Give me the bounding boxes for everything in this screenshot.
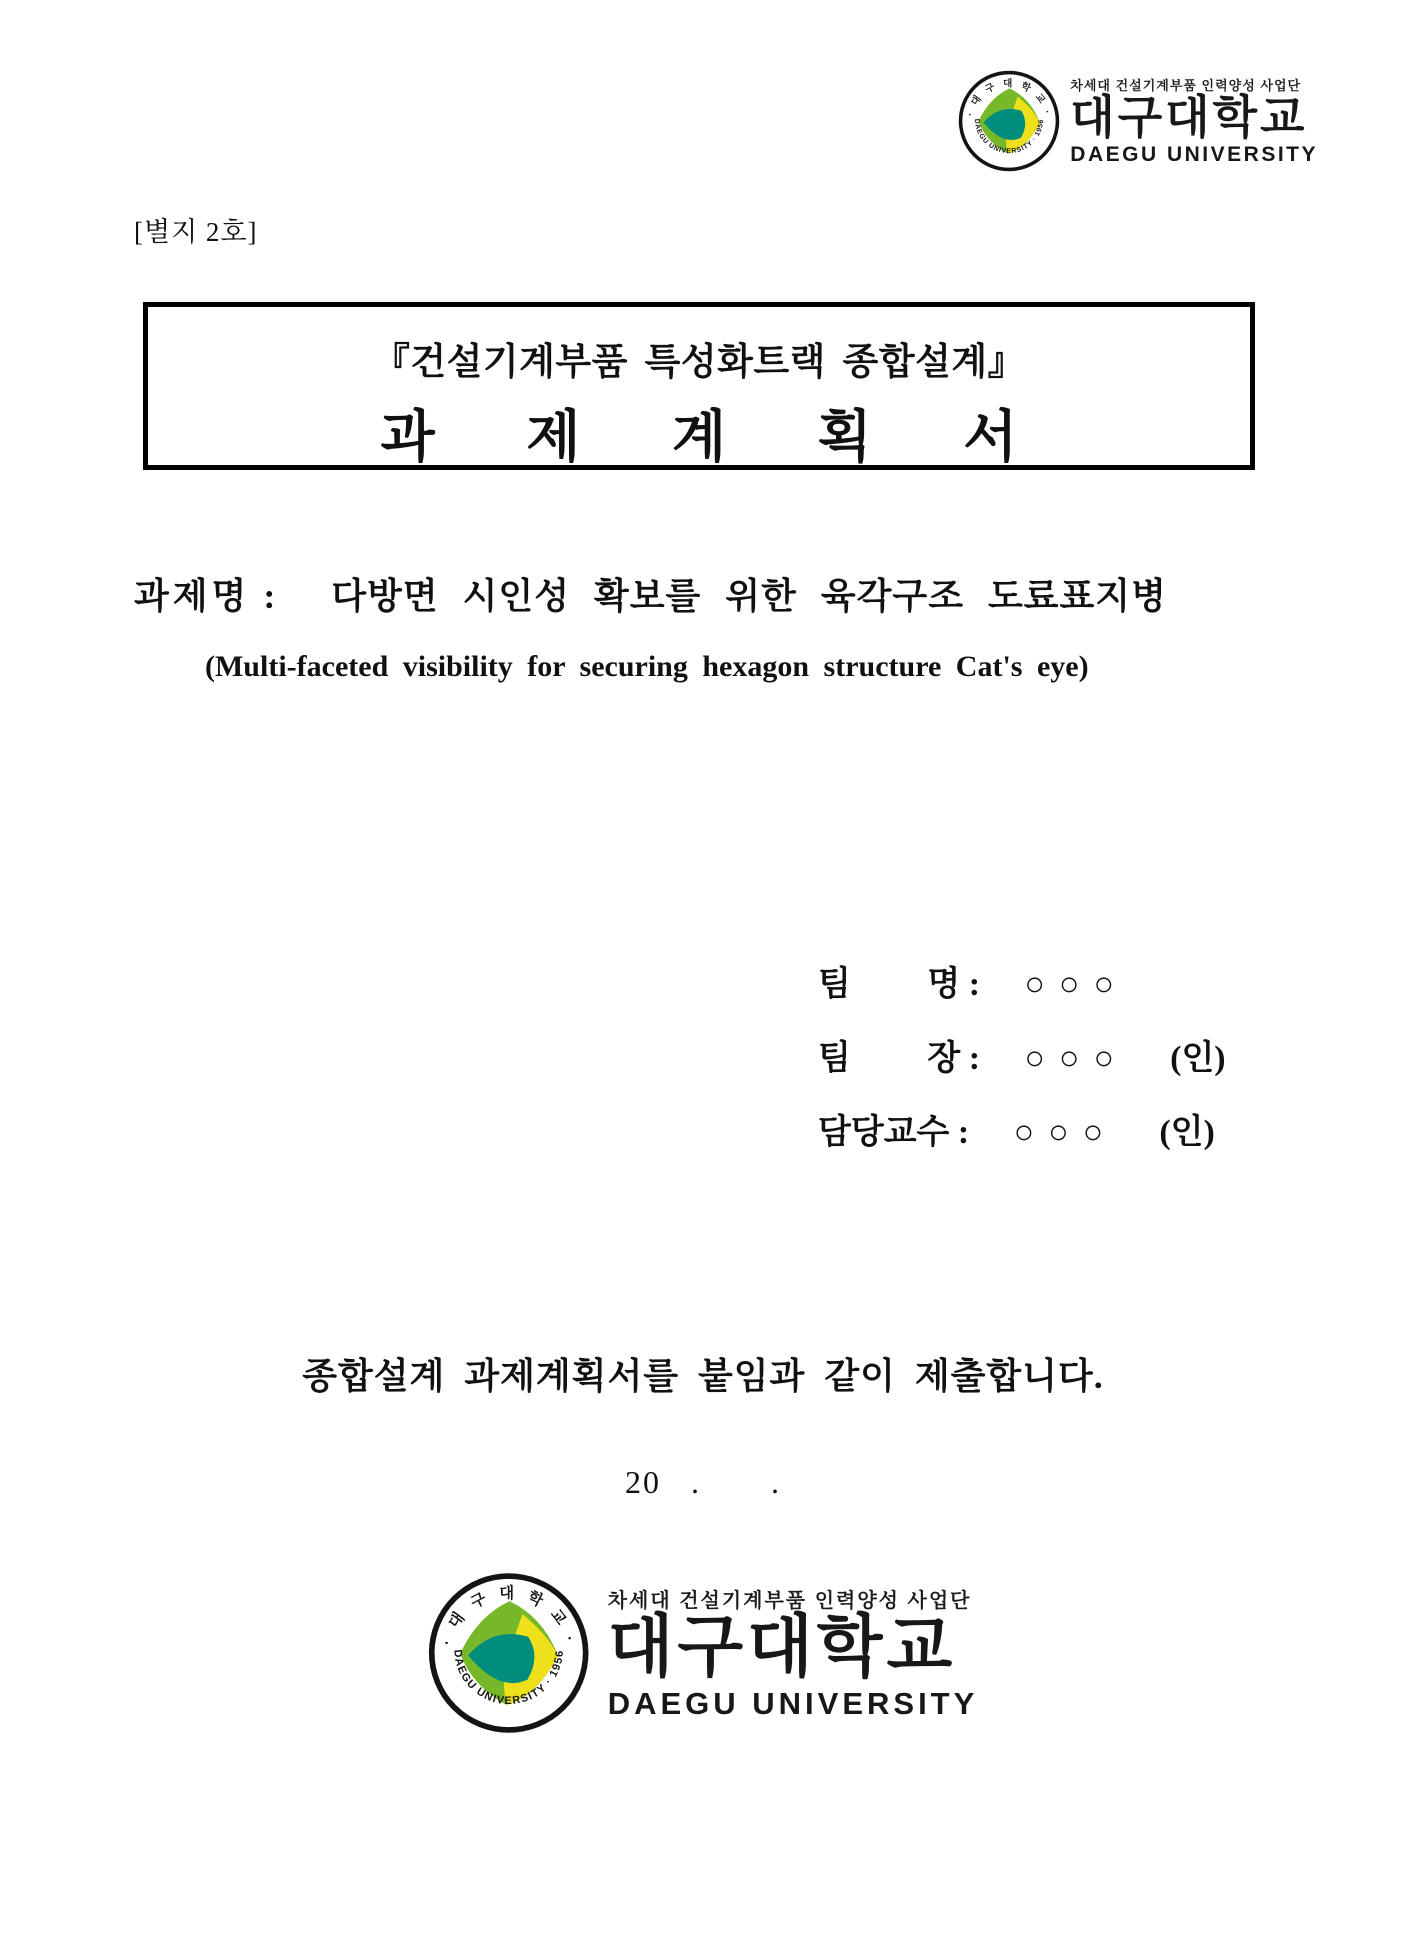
advisor-label: 담당교수 :	[818, 1114, 978, 1151]
program-name-text: 차세대 건설기계부품 인력양성 사업단	[1070, 78, 1302, 94]
project-name-line	[134, 568, 1167, 619]
header-university-logo	[958, 70, 1318, 172]
document-title: 과 제 계 획 서	[380, 405, 1056, 468]
university-wordmark	[608, 1584, 979, 1721]
advisor-seal-mark: (인)	[1159, 1114, 1215, 1151]
team-name-value: ○○○	[1024, 966, 1129, 1003]
advisor-value: ○○○	[1013, 1114, 1118, 1151]
submission-statement: 종합설계 과제계획서를 붙임과 같이 제출합니다.	[302, 1356, 1104, 1396]
footer-university-logo	[428, 1572, 979, 1734]
project-name-label: 과제명 :	[134, 576, 280, 616]
title-box	[143, 302, 1255, 470]
university-name-english: DAEGU UNIVERSITY	[607, 1685, 979, 1721]
team-leader-value: ○○○	[1024, 1040, 1129, 1077]
university-name-korean: 대구대학교	[1070, 91, 1308, 144]
team-info-block	[818, 956, 1250, 1178]
university-name-korean: 대구대학교	[607, 1609, 957, 1686]
attachment-number-label: [별지 2호]	[134, 217, 258, 247]
team-leader-seal-mark: (인)	[1170, 1040, 1226, 1077]
project-name-korean: 다방면 시인성 확보를 위한 육각구조 도료표지병	[331, 576, 1167, 616]
university-seal-icon	[958, 70, 1060, 172]
project-name-english: (Multi-faceted visibility for securing hexagon structure Cat's eye)	[205, 650, 1089, 683]
team-leader-label: 팀 장 :	[818, 1040, 989, 1077]
program-name-text: 차세대 건설기계부품 인력양성 사업단	[607, 1590, 972, 1613]
team-name-row	[818, 956, 1250, 1001]
university-seal-icon	[428, 1572, 590, 1734]
date-line: 20 . .	[625, 1464, 781, 1500]
university-name-english: DAEGU UNIVERSITY	[1070, 142, 1318, 166]
advisor-row	[818, 1104, 1250, 1149]
team-leader-row	[818, 1030, 1250, 1075]
university-wordmark	[1070, 75, 1318, 167]
program-track-subtitle: 『건설기계부품 특성화트랙 종합설계』	[372, 341, 1026, 382]
team-name-label: 팀 명 :	[818, 966, 989, 1003]
